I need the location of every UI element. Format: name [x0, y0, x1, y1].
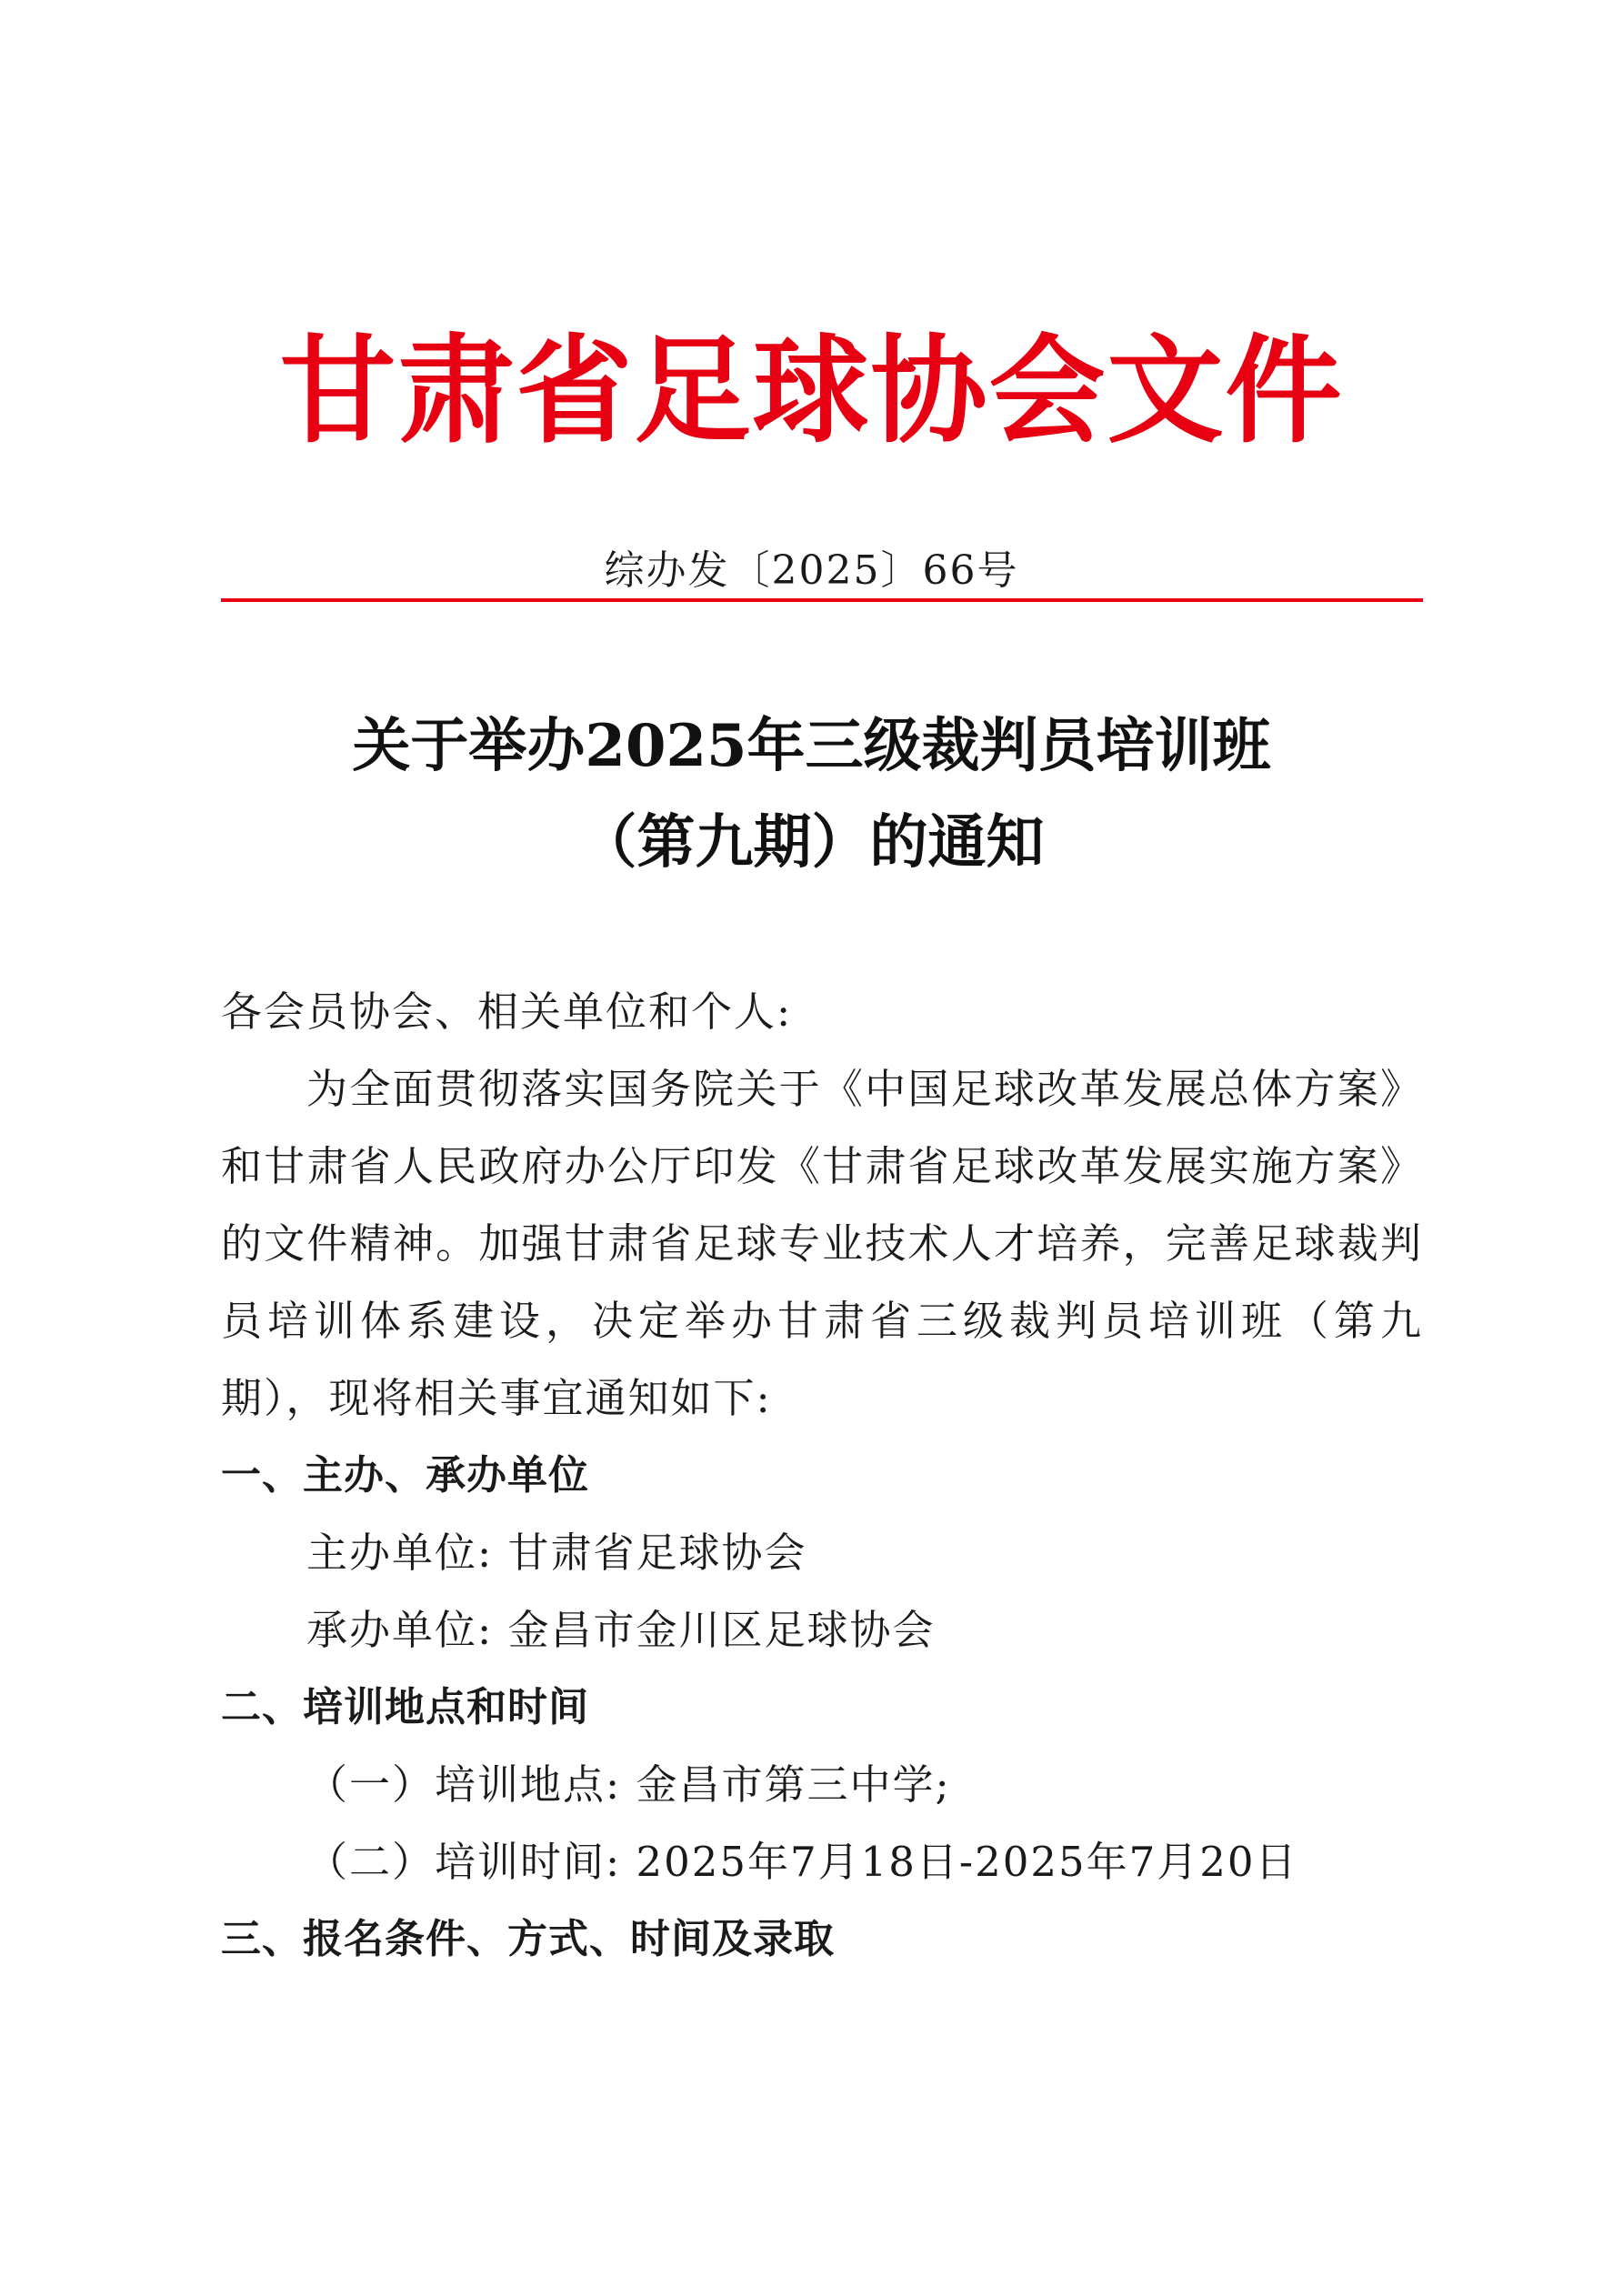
training-time: （二）培训时间: 2025年7月18日-2025年7月20日 [306, 1838, 1298, 1886]
section-heading-organizers: 一、主办、承办单位 [221, 1452, 589, 1499]
red-divider-line [221, 598, 1423, 602]
document-number: 综办发〔2025〕66号 [604, 547, 1019, 594]
organizer-undertaker: 承办单位: 金昌市金川区足球协会 [306, 1606, 936, 1654]
section-heading-registration: 三、报名条件、方式、时间及录取 [221, 1916, 835, 1962]
notice-title-line-1: 关于举办2025年三级裁判员培训班 [352, 712, 1271, 780]
training-location: （一）培训地点: 金昌市第三中学; [306, 1760, 951, 1809]
organizer-host: 主办单位: 甘肃省足球协会 [306, 1529, 807, 1577]
intro-paragraph: 为全面贯彻落实国务院关于《中国足球改革发展总体方案》和甘肃省人民政府办公厅印发《甘肃省足球改革发展实施方案》的文件精神。加强甘肃省足球专业技术人才培养，完善足球裁判员培训体系建设，决定举办甘肃省三级裁判员培训班（第九期），现将相关事宜通知如下: [221, 1065, 1423, 1422]
document-body [221, 973, 1423, 1978]
notice-title [0, 698, 1623, 891]
masthead-title: 甘肃省足球协会文件 [279, 323, 1344, 459]
salutation: 各会员协会、相关单位和个人: [221, 988, 793, 1036]
section-heading-location-time: 二、培训地点和时间 [221, 1684, 589, 1730]
notice-title-line-2: （第九期）的通知 [578, 808, 1045, 877]
